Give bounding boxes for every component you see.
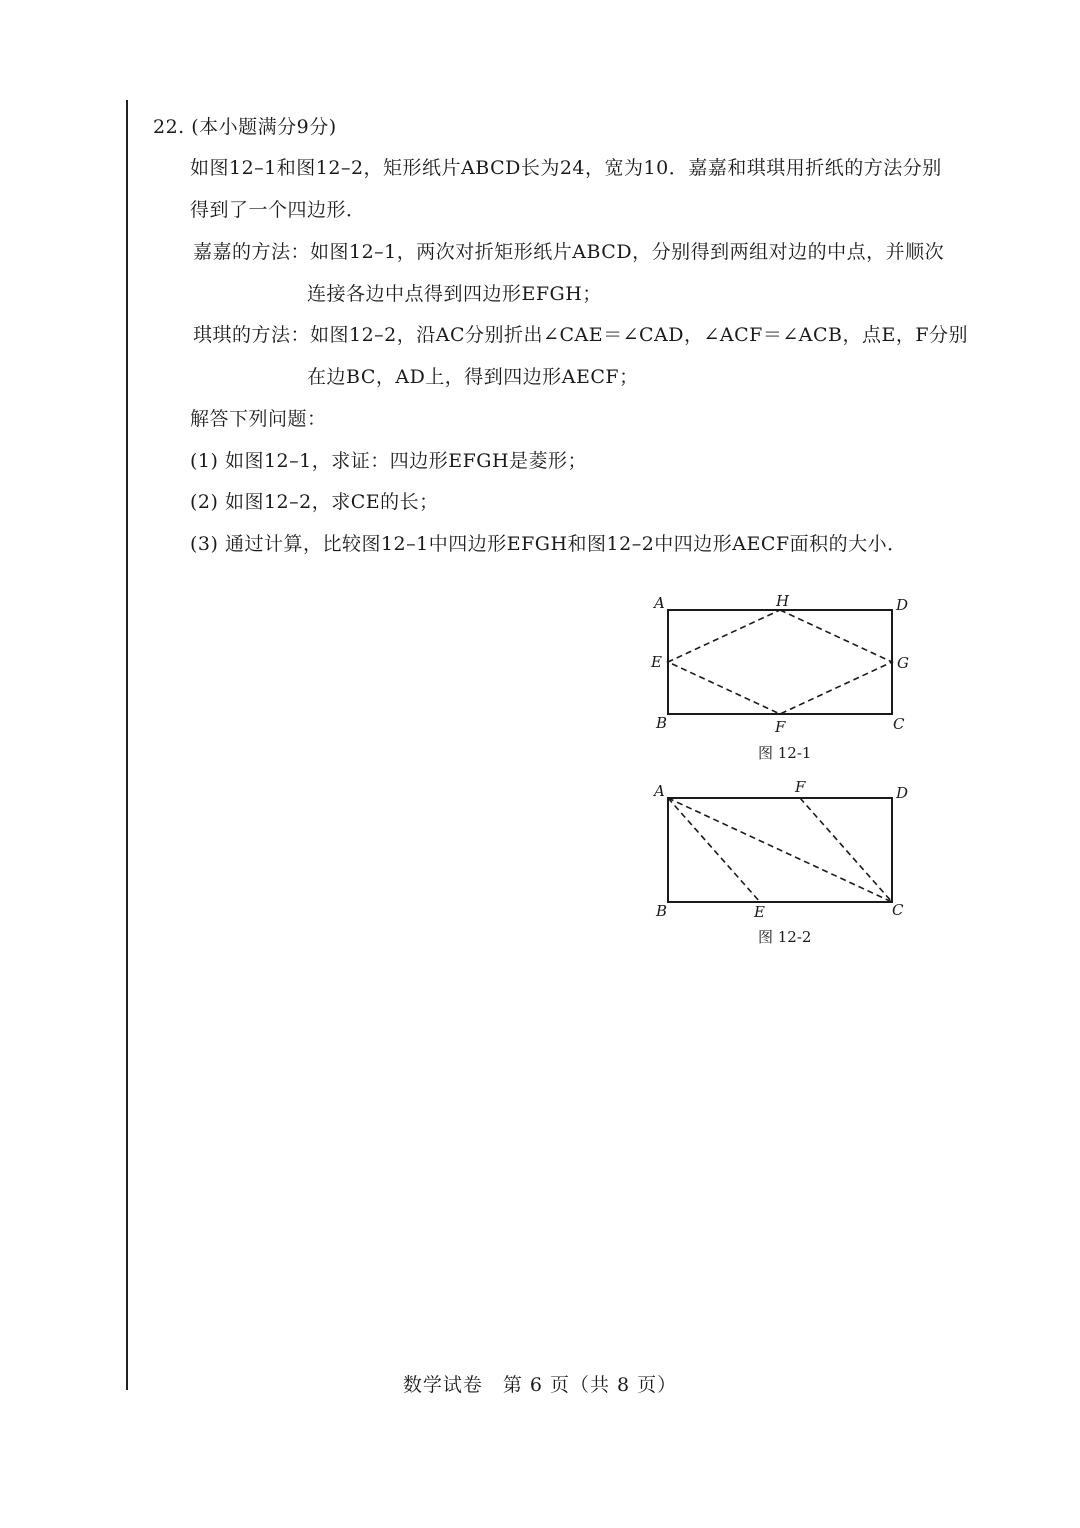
label-h: H xyxy=(776,592,790,610)
figure-12-1 xyxy=(640,588,920,768)
rectangle-abcd xyxy=(668,610,892,714)
diagonal-ac xyxy=(668,798,892,902)
label-d: D xyxy=(896,784,909,802)
intro-line-2: 得到了一个四边形． xyxy=(190,199,366,221)
label-d: D xyxy=(896,596,909,614)
label-a: A xyxy=(654,594,665,612)
label-g: G xyxy=(897,654,909,672)
label-f: F xyxy=(795,778,806,796)
question-3: (3) 通过计算，比较图12–1中四边形EFGH和图12–2中四边形AECF面积的大小． xyxy=(190,533,907,555)
figure-1-caption: 图 12-1 xyxy=(758,744,812,762)
label-b: B xyxy=(656,714,668,732)
jiajia-method-line-2: 连接各边中点得到四边形EFGH； xyxy=(307,283,602,305)
margin-rule xyxy=(126,100,128,1390)
intro-line-1: 如图12–1和图12–2，矩形纸片ABCD长为24，宽为10．嘉嘉和琪琪用折纸的方法分别 xyxy=(190,157,942,179)
rhombus-efgh xyxy=(668,610,892,714)
jiajia-method-line-1: 嘉嘉的方法：如图12–1，两次对折矩形纸片ABCD，分别得到两组对边的中点，并顺次 xyxy=(193,241,945,263)
answer-prompt: 解答下列问题： xyxy=(190,408,327,430)
label-e: E xyxy=(754,903,765,921)
label-b: B xyxy=(656,902,668,920)
label-f: F xyxy=(775,718,786,736)
label-e: E xyxy=(651,653,662,671)
question-1: (1) 如图12–1，求证：四边形EFGH是菱形； xyxy=(190,450,588,472)
fold-line-ae xyxy=(668,798,760,902)
qiqi-method-line-2: 在边BC，AD上，得到四边形AECF； xyxy=(307,366,639,388)
problem-header: 22. (本小题满分9分) xyxy=(153,116,337,138)
figure-2-caption: 图 12-2 xyxy=(758,928,812,946)
page-footer: 数学试卷 第 6 页（共 8 页） xyxy=(402,1374,678,1396)
figure-12-2 xyxy=(640,776,920,948)
fold-line-cf xyxy=(800,798,892,902)
question-2: (2) 如图12–2，求CE的长； xyxy=(190,491,439,513)
label-a: A xyxy=(654,782,665,800)
qiqi-method-line-1: 琪琪的方法：如图12–2，沿AC分别折出∠CAE＝∠CAD，∠ACF＝∠ACB，点E，F分别 xyxy=(193,324,969,346)
label-c: C xyxy=(893,715,905,733)
label-c: C xyxy=(892,901,904,919)
